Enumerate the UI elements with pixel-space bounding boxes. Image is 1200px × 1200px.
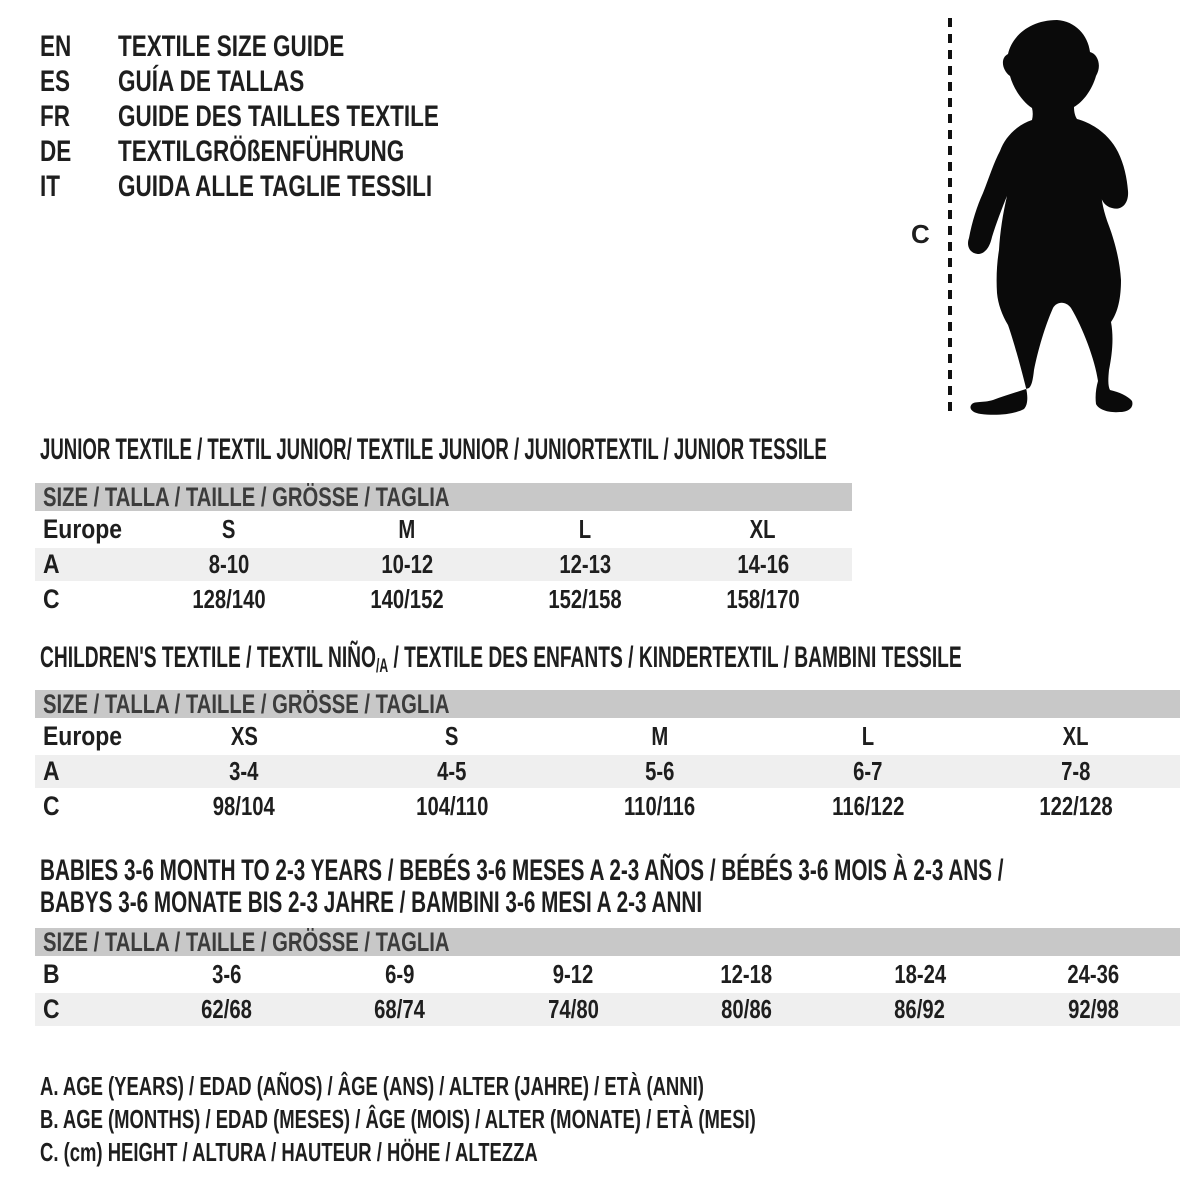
size-value: XL xyxy=(750,514,776,544)
row-label-cell xyxy=(35,549,140,580)
age-cell xyxy=(972,756,1180,787)
table-row-age xyxy=(35,548,852,581)
height-value: 152/158 xyxy=(548,584,622,614)
months-cell xyxy=(313,959,486,990)
height-value: 80/86 xyxy=(721,994,773,1024)
height-cell xyxy=(833,994,1006,1025)
months-cell xyxy=(140,959,313,990)
age-value: 10-12 xyxy=(381,549,433,579)
size-value: L xyxy=(861,721,875,751)
months-cell xyxy=(833,959,1006,990)
size-header-bar xyxy=(35,483,852,511)
row-label-cell xyxy=(35,721,140,752)
size-cell xyxy=(764,721,972,752)
size-value: XL xyxy=(1063,721,1089,751)
size-value: S xyxy=(445,721,459,751)
legend-height: C. (cm) HEIGHT / ALTURA / HAUTEUR / HÖHE / ALTEZZA xyxy=(40,1137,538,1167)
row-label: A xyxy=(43,756,60,786)
size-cell xyxy=(972,721,1180,752)
row-label: C xyxy=(43,791,60,821)
months-value: 18-24 xyxy=(894,959,946,989)
height-value: 116/122 xyxy=(831,791,905,821)
language-title: GUIDA ALLE TAGLIE TESSILI xyxy=(118,169,433,203)
height-value: 98/104 xyxy=(212,791,276,821)
row-label: C xyxy=(43,584,60,614)
table-row-height xyxy=(35,583,852,616)
size-cell xyxy=(674,514,852,545)
size-cell xyxy=(496,514,674,545)
row-label-cell xyxy=(35,959,140,990)
size-cell xyxy=(556,721,764,752)
junior-section-heading: JUNIOR TEXTILE / TEXTIL JUNIOR/ TEXTILE JUNIOR / JUNIORTEXTIL / JUNIOR TESSILE xyxy=(40,433,827,466)
size-value: M xyxy=(398,514,416,544)
table-row-height xyxy=(35,993,1180,1026)
months-cell xyxy=(1007,959,1180,990)
height-value: 92/98 xyxy=(1067,994,1119,1024)
row-label: B xyxy=(43,959,60,989)
language-code: EN xyxy=(40,29,72,63)
height-value: 140/152 xyxy=(370,584,444,614)
age-value: 3-4 xyxy=(229,756,259,786)
height-cell xyxy=(496,584,674,615)
height-value: 68/74 xyxy=(374,994,426,1024)
height-cell xyxy=(140,791,348,822)
language-title: GUÍA DE TALLAS xyxy=(118,64,305,98)
row-label: A xyxy=(43,549,60,579)
legend-age-months: B. AGE (MONTHS) / EDAD (MESES) / ÂGE (MOIS) / ALTER (MONATE) / ETÀ (MESI) xyxy=(40,1104,756,1134)
height-value: 62/68 xyxy=(201,994,253,1024)
height-measure-label: C xyxy=(911,219,930,249)
language-code: DE xyxy=(40,134,72,168)
row-label-cell xyxy=(35,584,140,615)
height-cell xyxy=(660,994,833,1025)
height-value: 122/128 xyxy=(1039,791,1113,821)
legend-age-years: A. AGE (YEARS) / EDAD (AÑOS) / ÂGE (ANS) / ALTER (JAHRE) / ETÀ (ANNI) xyxy=(40,1071,704,1101)
toddler-silhouette-icon xyxy=(968,20,1132,415)
row-label: Europe xyxy=(43,514,123,544)
children-heading-pre: CHILDREN'S TEXTILE / TEXTIL NIÑO xyxy=(40,641,376,674)
language-title-list xyxy=(40,29,546,204)
table-row-europe xyxy=(35,513,852,546)
height-cell xyxy=(674,584,852,615)
children-heading-post: / TEXTILE DES ENFANTS / KINDERTEXTIL / BAMBINI TESSILE xyxy=(388,641,962,674)
months-value: 24-36 xyxy=(1067,959,1120,989)
language-title: GUIDE DES TAILLES TEXTILE xyxy=(118,99,439,133)
table-row-height xyxy=(35,790,1180,823)
height-cell xyxy=(487,994,660,1025)
age-value: 8-10 xyxy=(208,549,250,579)
language-row xyxy=(40,29,546,64)
language-row xyxy=(40,99,546,134)
size-value: L xyxy=(578,514,592,544)
age-value: 14-16 xyxy=(737,549,789,579)
age-cell xyxy=(556,756,764,787)
height-value: 104/110 xyxy=(415,791,489,821)
age-value: 4-5 xyxy=(437,756,467,786)
age-value: 6-7 xyxy=(853,756,883,786)
size-cell xyxy=(140,721,348,752)
height-cell xyxy=(1007,994,1180,1025)
height-cell xyxy=(764,791,972,822)
age-cell xyxy=(496,549,674,580)
height-cell xyxy=(313,994,486,1025)
age-cell xyxy=(140,549,318,580)
size-cell xyxy=(348,721,556,752)
months-cell xyxy=(660,959,833,990)
height-cell xyxy=(972,791,1180,822)
babies-section-heading-line1: BABIES 3-6 MONTH TO 2-3 YEARS / BEBÉS 3-6 MESES A 2-3 AÑOS / BÉBÉS 3-6 MOIS À 2-3 ANS / xyxy=(40,854,1004,887)
language-title: TEXTILE SIZE GUIDE xyxy=(118,29,345,63)
age-value: 7-8 xyxy=(1061,756,1091,786)
months-value: 6-9 xyxy=(385,959,415,989)
children-size-table xyxy=(35,690,1180,825)
age-cell xyxy=(318,549,496,580)
age-cell xyxy=(764,756,972,787)
height-value: 158/170 xyxy=(726,584,800,614)
height-cell xyxy=(556,791,764,822)
language-row xyxy=(40,169,546,204)
language-title: TEXTILGRÖßENFÜHRUNG xyxy=(118,134,405,168)
language-code: FR xyxy=(40,99,70,133)
row-label-cell xyxy=(35,756,140,787)
age-value: 5-6 xyxy=(645,756,675,786)
junior-size-table xyxy=(35,483,852,618)
row-label: C xyxy=(43,994,60,1024)
toddler-silhouette-figure xyxy=(905,10,1155,422)
age-cell xyxy=(674,549,852,580)
language-code: IT xyxy=(40,169,61,203)
language-row xyxy=(40,64,546,99)
months-cell xyxy=(487,959,660,990)
height-value: 86/92 xyxy=(894,994,946,1024)
height-value: 128/140 xyxy=(192,584,266,614)
height-cell xyxy=(140,994,313,1025)
size-cell xyxy=(318,514,496,545)
size-value: M xyxy=(651,721,669,751)
row-label-cell xyxy=(35,994,140,1025)
children-section-heading xyxy=(40,641,962,678)
babies-size-table xyxy=(35,928,1180,1028)
row-label-cell xyxy=(35,514,140,545)
children-heading-sub: /A xyxy=(375,656,389,677)
size-value: S xyxy=(222,514,236,544)
height-cell xyxy=(348,791,556,822)
size-value: XS xyxy=(230,721,258,751)
age-cell xyxy=(140,756,348,787)
table-row-months xyxy=(35,958,1180,991)
age-cell xyxy=(348,756,556,787)
row-label: Europe xyxy=(43,721,123,751)
table-row-age xyxy=(35,755,1180,788)
size-cell xyxy=(140,514,318,545)
language-code: ES xyxy=(40,64,71,98)
size-header-text: SIZE / TALLA / TAILLE / GRÖSSE / TAGLIA xyxy=(43,926,450,957)
row-label-cell xyxy=(35,791,140,822)
height-cell xyxy=(140,584,318,615)
size-header-bar xyxy=(35,928,1180,956)
height-value: 110/116 xyxy=(624,791,696,821)
babies-section-heading-line2: BABYS 3-6 MONATE BIS 2-3 JAHRE / BAMBINI 3-6 MESI A 2-3 ANNI xyxy=(40,886,703,919)
size-header-text: SIZE / TALLA / TAILLE / GRÖSSE / TAGLIA xyxy=(43,688,450,719)
language-row xyxy=(40,134,546,169)
height-cell xyxy=(318,584,496,615)
height-value: 74/80 xyxy=(547,994,599,1024)
months-value: 3-6 xyxy=(212,959,242,989)
table-row-europe xyxy=(35,720,1180,753)
months-value: 12-18 xyxy=(720,959,773,989)
months-value: 9-12 xyxy=(553,959,594,989)
size-header-text: SIZE / TALLA / TAILLE / GRÖSSE / TAGLIA xyxy=(43,481,450,512)
size-header-bar xyxy=(35,690,1180,718)
age-value: 12-13 xyxy=(559,549,611,579)
